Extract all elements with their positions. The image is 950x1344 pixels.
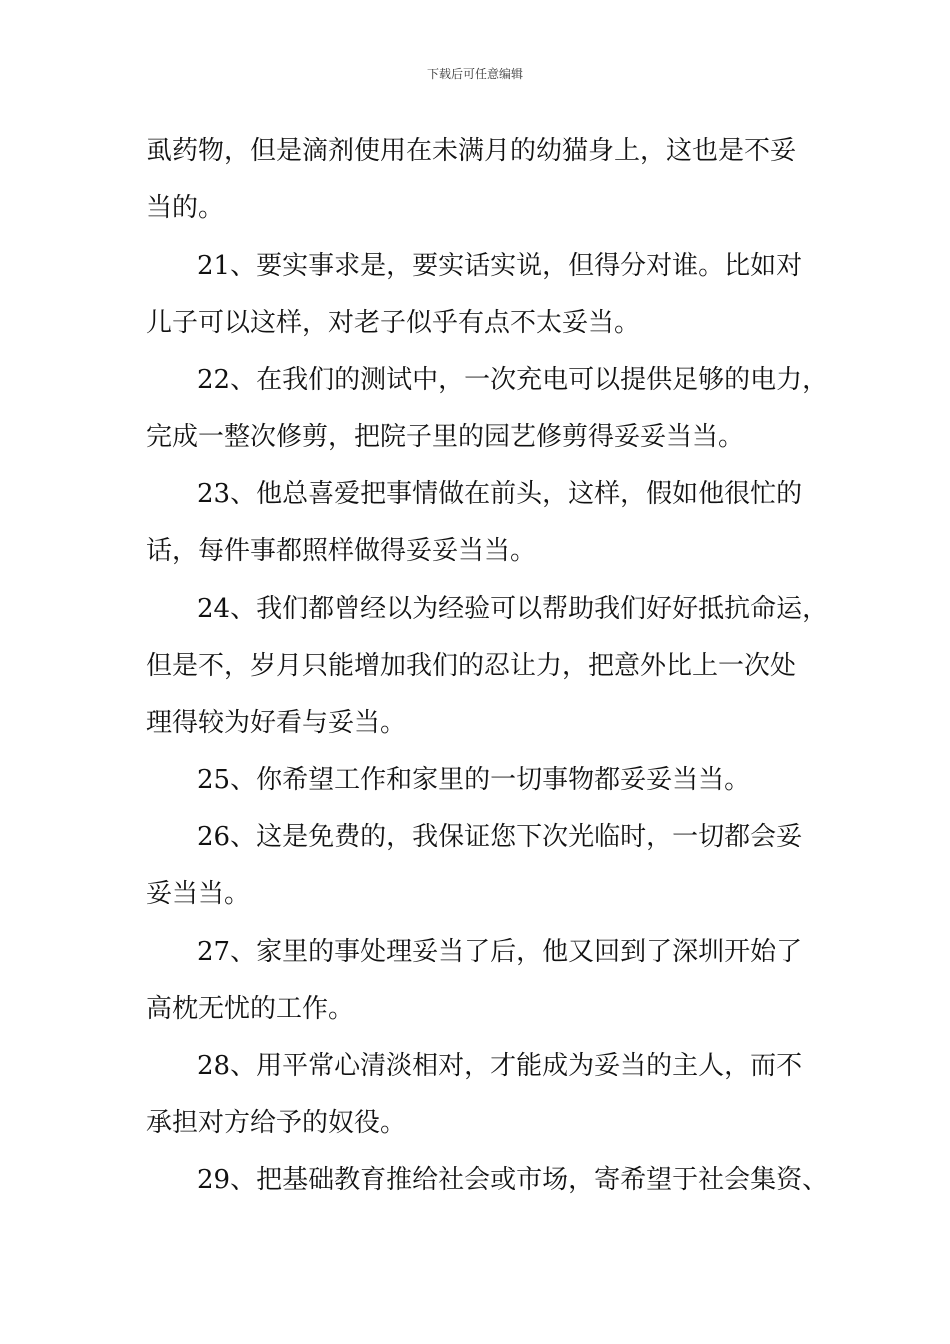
text-line: 高枕无忧的工作。 — [146, 994, 355, 1024]
text-line: 25、你希望工作和家里的一切事物都妥妥当当。 — [197, 765, 751, 795]
text-line: 话，每件事都照样做得妥妥当当。 — [146, 536, 537, 566]
text-line: 理得较为好看与妥当。 — [146, 708, 407, 738]
text-line: 26、这是免费的，我保证您下次光临时，一切都会妥 — [197, 822, 803, 852]
text-line: 29、把基础教育推给社会或市场，寄希望于社会集资、 — [197, 1165, 829, 1195]
text-line: 承担对方给予的奴役。 — [146, 1108, 407, 1138]
text-line: 23、他总喜爱把事情做在前头，这样，假如他很忙的 — [197, 479, 803, 509]
text-line: 24、我们都曾经以为经验可以帮助我们好好抵抗命运， — [197, 594, 829, 624]
text-line: 完成一整次修剪，把院子里的园艺修剪得妥妥当当。 — [146, 422, 745, 452]
text-line: 妥当当。 — [146, 879, 251, 909]
header-note: 下载后可任意编辑 — [426, 67, 523, 81]
text-line: 28、用平常心清淡相对，才能成为妥当的主人，而不 — [197, 1051, 803, 1081]
text-line: 但是不，岁月只能增加我们的忍让力，把意外比上一次处 — [146, 651, 797, 681]
text-line: 虱药物，但是滴剂使用在未满月的幼猫身上，这也是不妥 — [146, 136, 797, 166]
text-line: 儿子可以这样，对老子似乎有点不太妥当。 — [146, 308, 641, 338]
text-line: 22、在我们的测试中，一次充电可以提供足够的电力， — [197, 365, 829, 395]
text-line: 21、要实事求是，要实话实说，但得分对谁。比如对 — [197, 251, 803, 281]
text-line: 27、家里的事处理妥当了后，他又回到了深圳开始了 — [197, 937, 803, 967]
text-line: 当的。 — [146, 193, 225, 223]
